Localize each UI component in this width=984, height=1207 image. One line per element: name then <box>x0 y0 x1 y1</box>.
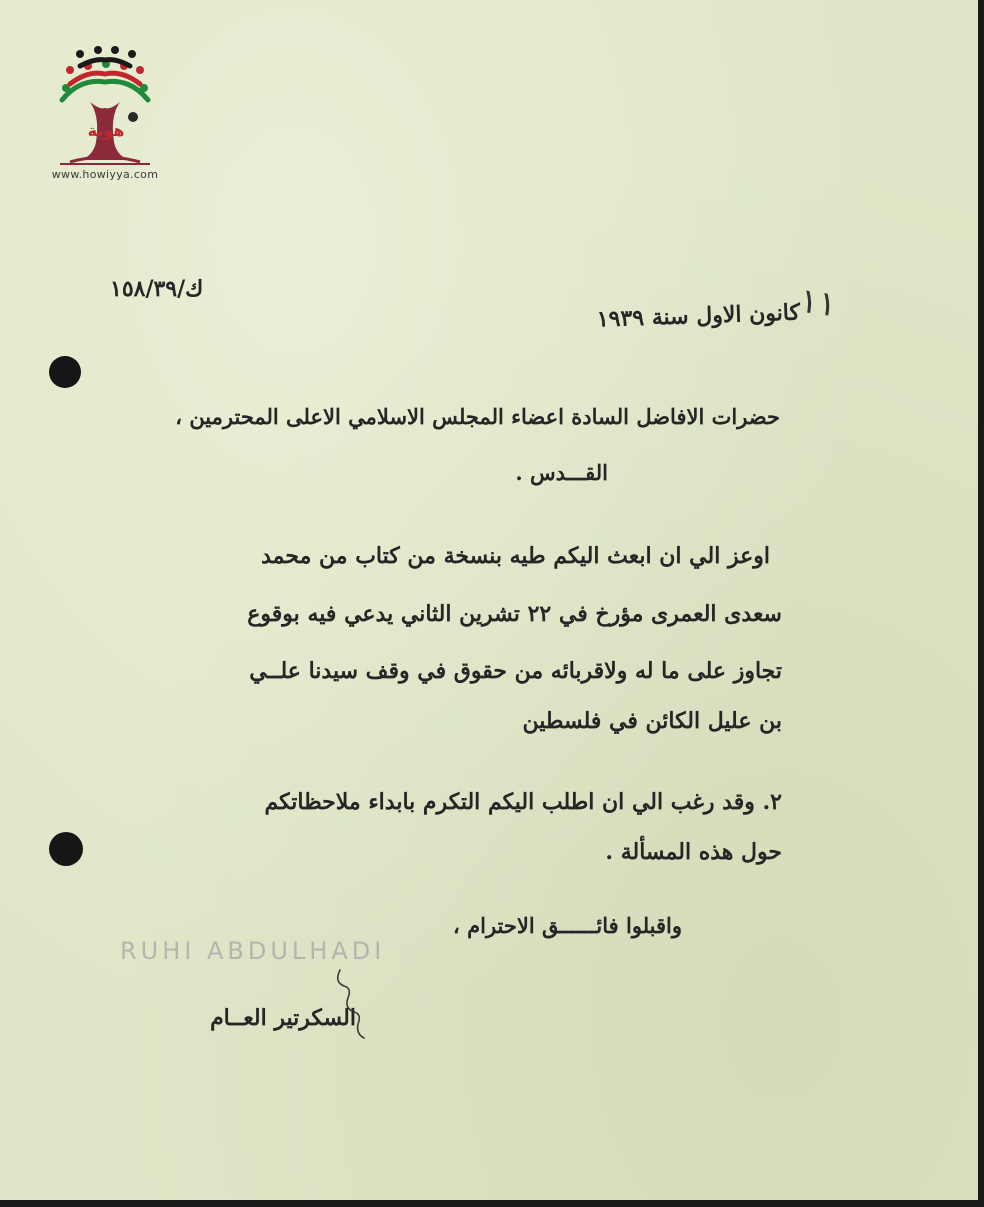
address-line-2: القـــدس . <box>515 460 608 485</box>
letter-date: كانون الاول سنة ١٩٣٩ <box>596 299 801 333</box>
ink-smudge <box>128 112 138 122</box>
date-day-handwritten: ١١ <box>797 280 840 326</box>
watermark-url: www.howiyya.com <box>51 168 159 181</box>
logo-arabic-text: هوية <box>87 121 125 140</box>
paragraph-1-line-1: اوعز الي ان ابعث اليكم طيه بنسخة من كتاب من محمد <box>261 543 770 569</box>
scan-edge-right <box>978 0 984 1207</box>
closing-salutation: واقبلوا فائــــــق الاحترام ، <box>453 913 682 938</box>
logo-people-dots <box>62 46 148 92</box>
scan-edge-bottom <box>0 1200 984 1207</box>
reference-number: ك/١٥٨/٣٩ <box>110 276 204 302</box>
address-line-1: حضرات الافاضل السادة اعضاء المجلس الاسلامي الاعلى المحترمين ، <box>175 404 780 429</box>
name-stamp: RUHI ABDULHADI <box>120 937 386 965</box>
signatory-title: السكرتير العــام <box>210 1005 356 1031</box>
paragraph-1-line-2: سعدى العمرى مؤرخ في ٢٢ تشرين الثاني يدعي فيه بوقوع <box>247 601 782 627</box>
punch-hole-top <box>49 356 81 388</box>
punch-hole-bottom <box>49 832 83 866</box>
paragraph-1-line-4: بن عليل الكائن في فلسطين <box>522 708 782 734</box>
paragraph-2-line-1: ٢. وقد رغب الي ان اطلب اليكم التكرم بابداء ملاحظاتكم <box>264 789 782 815</box>
paragraph-2-line-2: حول هذه المسألة . <box>605 839 782 865</box>
paragraph-1-line-3: تجاوز على ما له ولاقربائه من حقوق في وقف سيدنا علــي <box>249 658 782 684</box>
